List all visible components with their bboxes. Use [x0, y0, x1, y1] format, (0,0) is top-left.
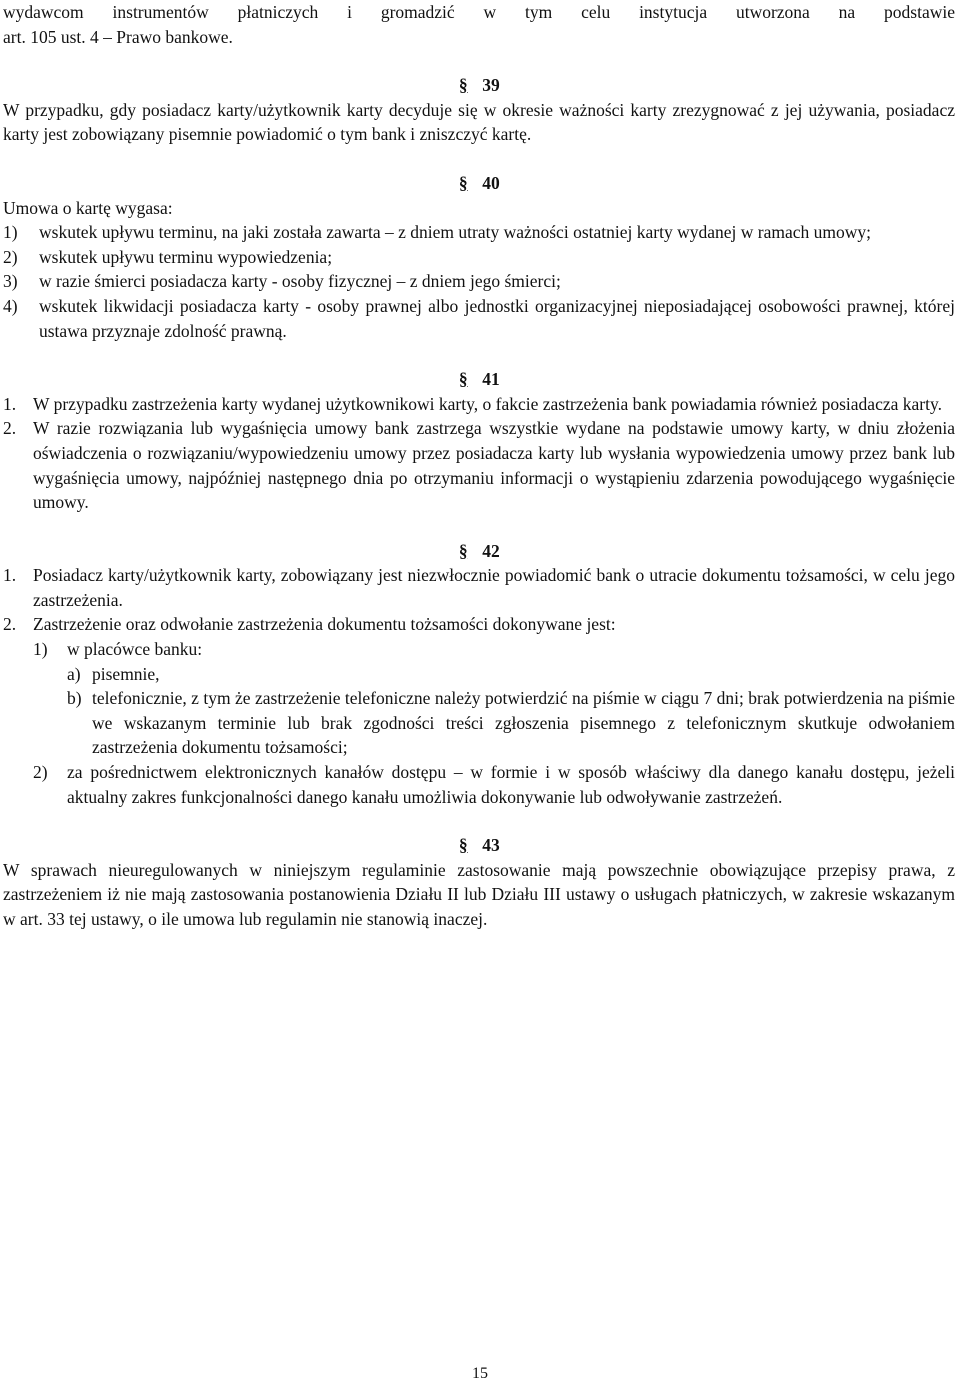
sub-list-item — [33, 760, 955, 809]
section-40-lead: Umowa o kartę wygasa: — [3, 197, 173, 218]
list-item-text: Zastrzeżenie oraz odwołanie zastrzeżenia dokumentu tożsamości dokonywane jest: — [33, 614, 616, 635]
list-item-text: W przypadku zastrzeżenia karty wydanej użytkownikowi karty, o fakcie zastrzeżenia bank powiadamia również posiadacza karty. — [33, 393, 942, 414]
list-item-text: w razie śmierci posiadacza karty - osoby fizycznej – z dniem jego śmierci; — [39, 271, 561, 292]
list-item — [3, 220, 955, 245]
list-item-text: Posiadacz karty/użytkownik karty, zobowiązany jest niezwłocznie powiadomić bank o utracie dokumentu tożsamości, w celu jego zastrzeżenia. — [33, 565, 955, 610]
intro-line-2: art. 105 ust. 4 – Prawo bankowe. — [3, 26, 233, 47]
spacer — [3, 343, 955, 367]
list-item-text: wskutek upływu terminu, na jaki została zawarta – z dniem utraty ważności ostatniej karty wydanej w ramach umowy; — [39, 222, 871, 243]
list-item-text: wskutek likwidacji posiadacza karty - osoby prawnej albo jednostki organizacyjnej nieposiadającej osobowości prawnej, której ustawa przyznaje zdolność prawną. — [39, 295, 955, 341]
sub-sub-list-item-letter: b) — [67, 688, 82, 709]
sub-list-item-text: za pośrednictwem elektronicznych kanałów dostępu – w formie i w sposób właściwy dla danego kanału dostępu, jeżeli aktualny zakres funkcjonalności danego kanału umożliwia dokonywanie lub odwoływanie zastrzeżeń. — [67, 762, 955, 807]
spacer — [3, 515, 955, 539]
section-number: 41 — [482, 369, 500, 390]
section-heading-41 — [3, 367, 955, 392]
list-item — [3, 612, 955, 637]
list-item — [3, 392, 955, 417]
section-symbol: § — [458, 540, 468, 561]
sub-sub-list-item — [67, 662, 955, 687]
list-item — [3, 416, 955, 514]
list-item-number: 2) — [3, 246, 18, 267]
section-number: 39 — [482, 75, 500, 96]
list-item — [3, 563, 955, 612]
spacer — [3, 809, 955, 833]
list-item — [3, 245, 955, 270]
list-item-number: 3) — [3, 271, 18, 292]
section-symbol: § — [458, 172, 468, 193]
list-item-number: 1. — [3, 565, 17, 586]
section-43-text: W sprawach nieuregulowanych w niniejszym regulaminie zastosowanie mają powszechnie obowiązujące przepisy prawa, z zastrzeżeniem iż nie mają zastosowania postanowienia Działu II lub Działu III ustawy o usługach płatniczych, w zakresie wskazanym w art. 33 tej ustawy, o ile umowa lub regulamin nie stanowią inaczej. — [3, 859, 955, 929]
list-item — [3, 294, 955, 343]
list-item-number: 1. — [3, 393, 17, 414]
page-number: 15 — [472, 1365, 488, 1382]
sub-sub-list-item-letter: a) — [67, 663, 81, 684]
sub-sub-list-item-text: pisemnie, — [92, 663, 160, 684]
list-item-text: wskutek upływu terminu wypowiedzenia; — [39, 246, 333, 267]
spacer — [3, 49, 955, 73]
sub-sub-list-item-text: telefonicznie, z tym że zastrzeżenie telefoniczne należy potwierdzić na piśmie w ciągu 7 dni; brak potwierdzenia na piśmie we wskazanym terminie lub brak zgodności treści zgłoszenia pisemnego z telefonicznym skutkuje odwołaniem zastrzeżenia dokumentu tożsamości; — [92, 688, 955, 758]
list-item-number: 4) — [3, 295, 18, 316]
spacer — [3, 147, 955, 171]
list-item-text: W razie rozwiązania lub wygaśnięcia umowy bank zastrzega wszystkie wydane na podstawie umowy karty, w dniu złożenia oświadczenia o rozwiązaniu/wypowiedzeniu umowy przez posiadacza karty lub wysłania wypowiedzenia umowy przez bank lub wygaśnięcia umowy, najpóźniej następnego dnia po otrzymaniu informacji o wystąpieniu zdarzenia powodującego wygaśnięcie umowy. — [33, 418, 955, 513]
list-item — [3, 269, 955, 294]
section-symbol: § — [458, 75, 468, 96]
intro-line-1: wydawcom instrumentów płatniczych i gromadzić w tym celu instytucja utworzona na podstawie — [3, 2, 955, 22]
list-item-number: 2. — [3, 614, 17, 635]
section-heading-39 — [3, 73, 955, 98]
sub-list-item-number: 2) — [33, 762, 48, 783]
section-heading-42 — [3, 539, 955, 564]
sub-list-item-number: 1) — [33, 639, 48, 660]
sub-sub-list-item — [67, 686, 955, 760]
document-page — [3, 0, 955, 932]
sub-list-item-text: w placówce banku: — [67, 639, 203, 660]
section-number: 43 — [482, 835, 500, 856]
section-heading-40 — [3, 171, 955, 196]
section-symbol: § — [458, 835, 468, 856]
section-number: 42 — [482, 540, 500, 561]
section-symbol: § — [458, 369, 468, 390]
section-39-text: W przypadku, gdy posiadacz karty/użytkownik karty decyduje się w okresie ważności karty zrezygnować z jej używania, posiadacz karty jest zobowiązany pisemnie powiadomić o tym bank i zniszczyć kartę. — [3, 99, 955, 145]
section-number: 40 — [482, 172, 500, 193]
sub-list-item — [33, 637, 955, 662]
list-item-number: 1) — [3, 222, 18, 243]
list-item-number: 2. — [3, 418, 17, 439]
section-heading-43 — [3, 833, 955, 858]
